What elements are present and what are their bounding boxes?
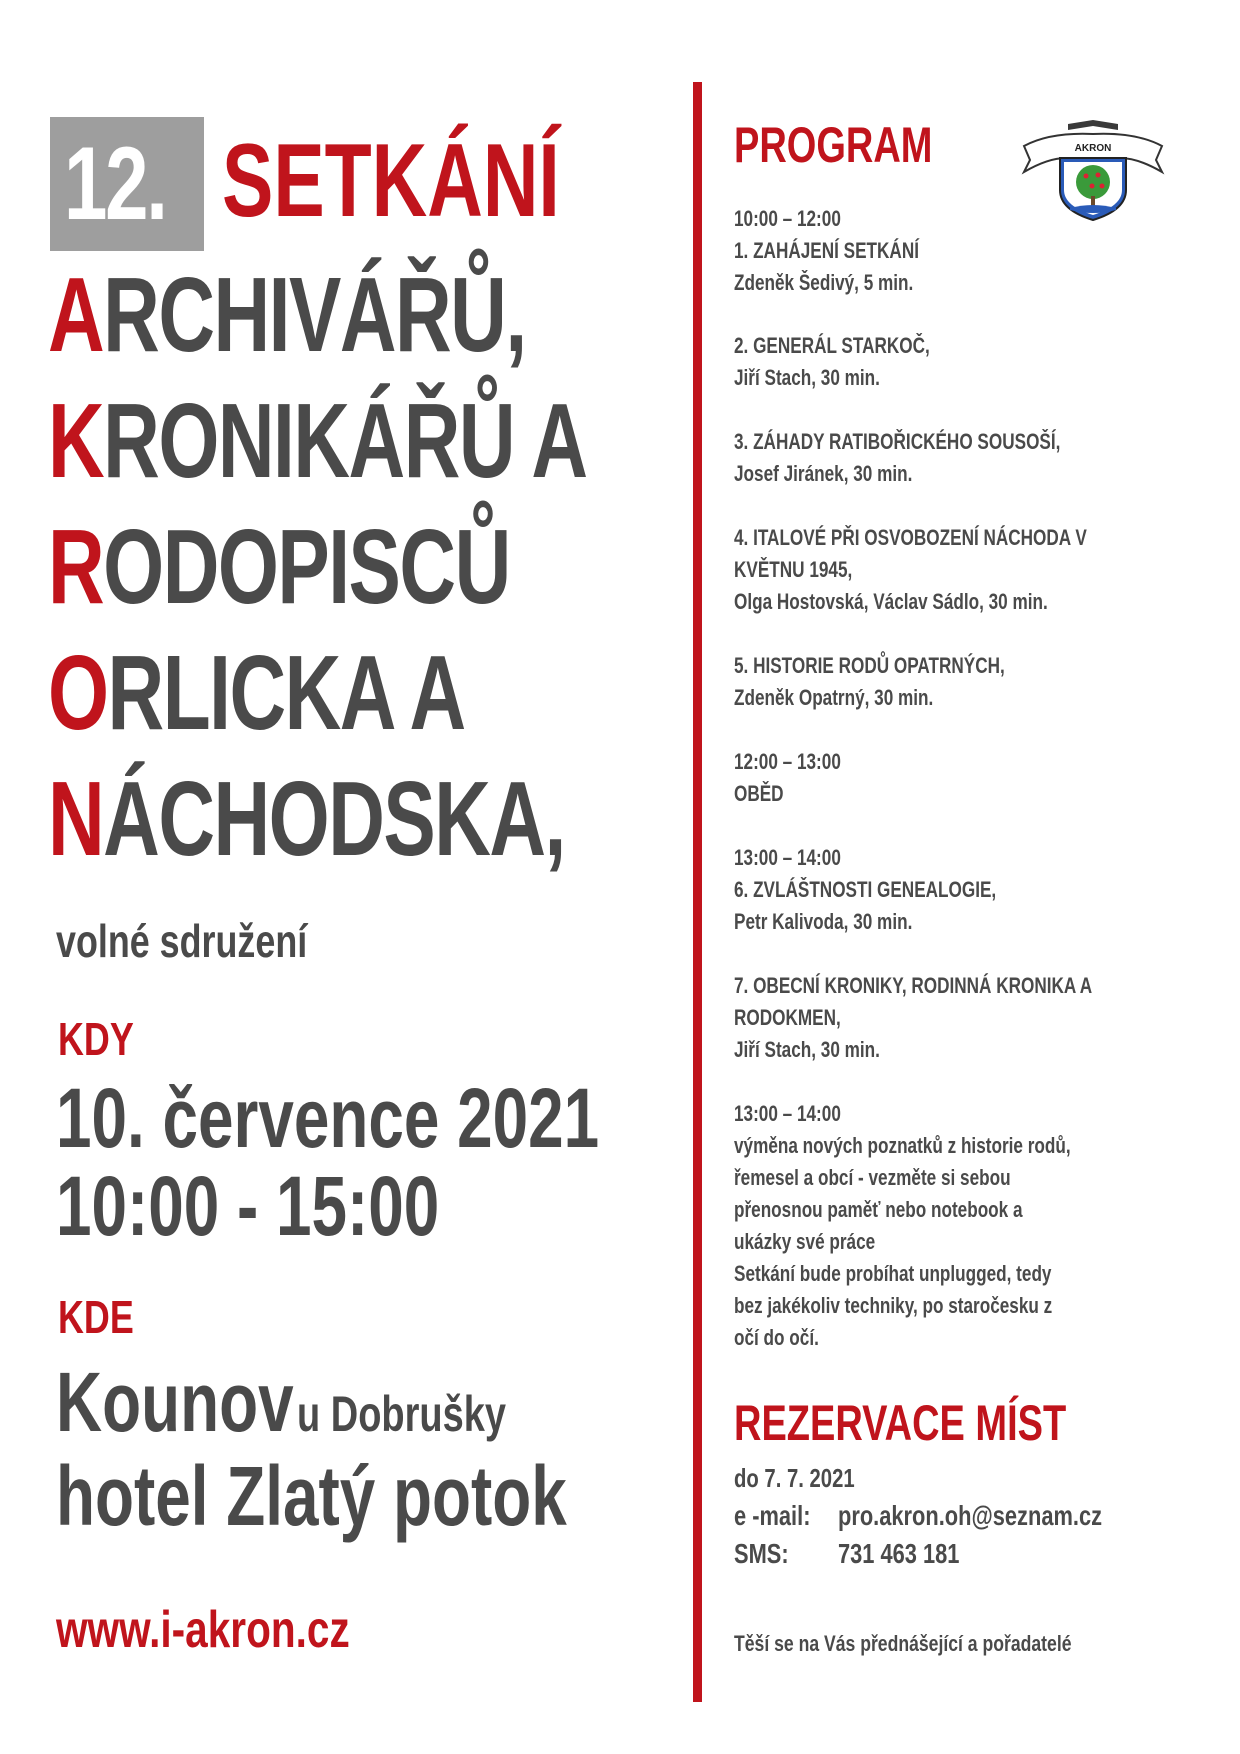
program-line: 4. ITALOVÉ PŘI OSVOBOZENÍ NÁCHODA V [734,525,1087,550]
edition-number: 12. [64,126,166,242]
email-link[interactable]: pro.akron.oh@seznam.cz [838,1500,1103,1531]
program-line: 7. OBECNÍ KRONIKY, RODINNÁ KRONIKA A [734,973,1093,998]
program-title: PROGRAM [734,117,933,173]
program-line: bez jakékoliv techniky, po staročesku z [734,1293,1053,1318]
event-time: 10:00 - 15:00 [56,1159,440,1253]
program-line: OBĚD [734,781,784,806]
time-slot-3: 13:00 – 14:00 [734,845,841,870]
title-line-3: RODOPISCŮ [48,508,510,626]
title-line-4: ORLICKA A [48,634,465,752]
subtitle: volné sdružení [56,915,308,967]
program-line: Jiří Stach, 30 min. [734,1037,880,1062]
program-line: Josef Jiránek, 30 min. [734,461,913,486]
program-line: 1. ZAHÁJENÍ SETKÁNÍ [734,238,919,263]
footer-note: Těší se na Vás přednášející a pořadatelé [734,1631,1072,1656]
time-slot-4: 13:00 – 14:00 [734,1101,841,1126]
program-line: KVĚTNU 1945, [734,557,853,582]
rezervace-title: REZERVACE MÍST [734,1395,1067,1451]
akron-logo-icon [1020,112,1166,222]
program-line: výměna nových poznatků z historie rodů, [734,1133,1071,1158]
program-line: 3. ZÁHADY RATIBOŘICKÉHO SOUSOŠÍ, [734,429,1061,454]
email-label: e -mail: [734,1500,811,1531]
program-line: Setkání bude probíhat unplugged, tedy [734,1261,1052,1286]
event-place [56,1355,648,1449]
hotel-name: hotel Zlatý potok [56,1449,567,1543]
title-line-2: KRONIKÁŘŮ A [48,382,587,500]
program-line: Zdeněk Opatrný, 30 min. [734,685,934,710]
program-line: očí do očí. [734,1325,819,1350]
program-line: ukázky své práce [734,1229,876,1254]
program-line: 5. HISTORIE RODŮ OPATRNÝCH, [734,653,1005,678]
sms-label: SMS: [734,1538,789,1569]
program-line: 6. ZVLÁŠTNOSTI GENEALOGIE, [734,877,997,902]
kdy-label: KDY [58,1013,134,1065]
program-line: RODOKMEN, [734,1005,841,1030]
program-line: řemesel a obcí - vezměte si sebou [734,1165,1011,1190]
setkani-title: SETKÁNÍ [222,123,560,239]
program-line: Zdeněk Šedivý, 5 min. [734,270,914,295]
title-line-1: ARCHIVÁŘŮ, [48,256,526,374]
program-line: Petr Kalivoda, 30 min. [734,909,913,934]
website-link[interactable]: www.i-akron.cz [56,1601,350,1659]
logo-text: AKRON [1074,143,1112,154]
program-line: 2. GENERÁL STARKOČ, [734,333,930,358]
place-sub: u Dobrušky [296,1386,507,1442]
reservation-deadline: do 7. 7. 2021 [734,1463,855,1493]
column-divider [693,82,702,1702]
place-main: Kounov [56,1355,294,1449]
program-line: Olga Hostovská, Václav Sádlo, 30 min. [734,589,1048,614]
kde-label: KDE [58,1291,134,1343]
title-line-5: NÁCHODSKA, [48,760,565,878]
edition-badge [50,117,204,251]
program-line: přenosnou paměť nebo notebook a [734,1197,1023,1222]
event-date: 10. července 2021 [56,1071,600,1165]
sms-number[interactable]: 731 463 181 [838,1538,960,1569]
time-slot-2: 12:00 – 13:00 [734,749,841,774]
program-line: Jiří Stach, 30 min. [734,365,880,390]
time-slot-1: 10:00 – 12:00 [734,206,841,231]
